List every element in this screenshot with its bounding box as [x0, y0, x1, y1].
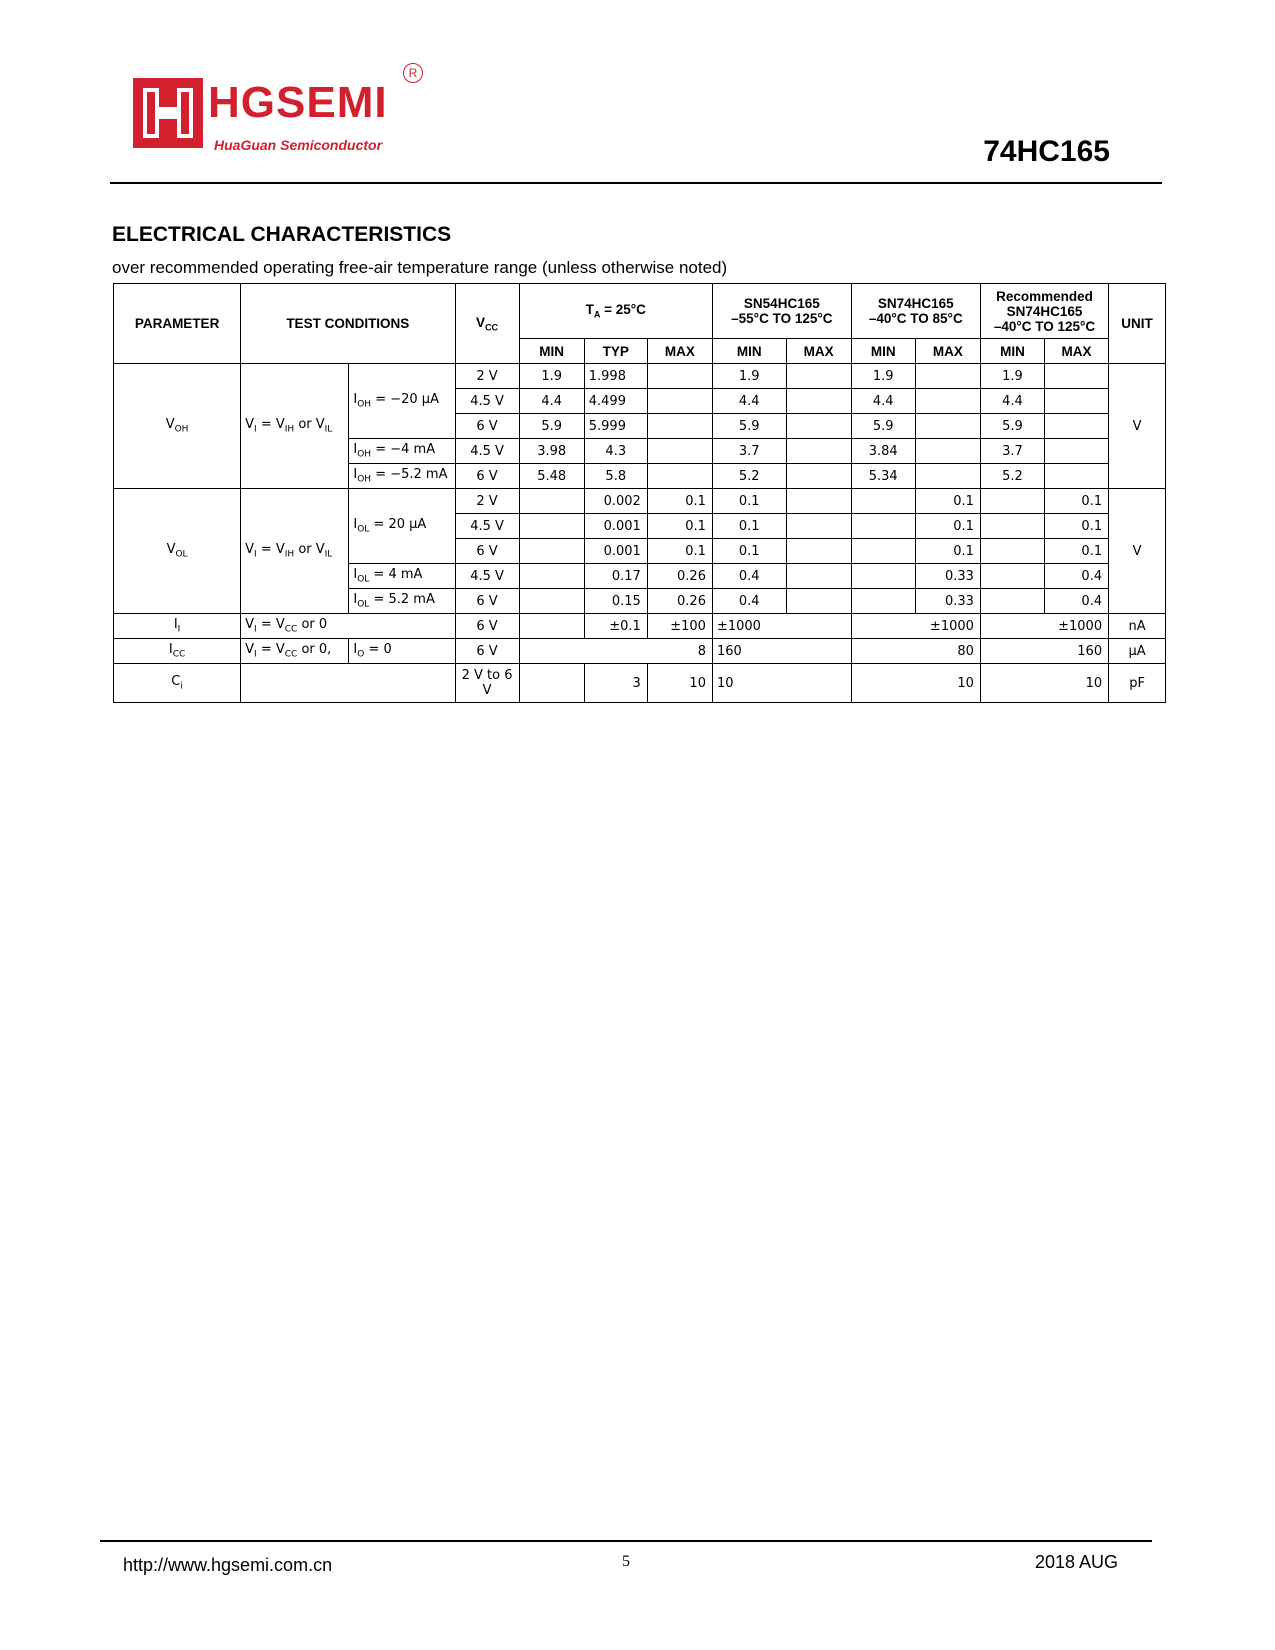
page-number: 5: [622, 1553, 630, 1570]
header-ta: $T_A = 25^\circ C$: [519, 284, 712, 339]
header-test-conditions: TEST CONDITIONS: [241, 284, 455, 364]
cell-min: [519, 614, 584, 639]
cell-rec-min: 1.9: [980, 364, 1044, 389]
header-sn74: SN74HC165 –40°C TO 85°C: [851, 284, 980, 339]
cell-sn54-min: 0.4: [712, 564, 786, 589]
cell-rec-max: 0.1: [1045, 514, 1109, 539]
cell-min: 5.9: [519, 414, 584, 439]
param-vol: $V_{OL}$: [114, 489, 241, 614]
header-unit: UNIT: [1109, 284, 1166, 364]
cell-vcc: 4.5 V: [455, 389, 519, 414]
cell-max: [647, 364, 712, 389]
cell-rec-min: 5.2: [980, 464, 1044, 489]
param-ci: $C_i$: [114, 664, 241, 703]
cell-sn74-max: [915, 414, 980, 439]
table-row: [114, 664, 1166, 703]
cell-rec-max: [1045, 464, 1109, 489]
cond-icc-io: $I_O = 0$: [349, 639, 455, 664]
cell-sn54: 10: [712, 664, 851, 703]
cell-min: 1.9: [519, 364, 584, 389]
cell-max: ±100: [647, 614, 712, 639]
cell-vcc: 6 V: [455, 639, 519, 664]
cell-sn54-max: [786, 464, 851, 489]
cell-sn74-max: 0.1: [915, 514, 980, 539]
table-row: [114, 364, 1166, 389]
cond-iol-20ua: $I_{OL} = 20$ μA: [349, 489, 455, 564]
cell-rec-min: [980, 489, 1044, 514]
electrical-characteristics-table: [113, 283, 1166, 703]
cell-vcc: 2 V to 6 V: [455, 664, 519, 703]
cell-vcc: 6 V: [455, 614, 519, 639]
cell-typ: 1.998: [584, 364, 647, 389]
cell-sn54-max: [786, 389, 851, 414]
cell-max: 8: [519, 639, 712, 664]
logo-subtitle: HuaGuan Semiconductor: [214, 137, 383, 153]
cell-min: [519, 489, 584, 514]
cell-vcc: 4.5 V: [455, 514, 519, 539]
param-ii: $I_I$: [114, 614, 241, 639]
cell-max: 0.1: [647, 514, 712, 539]
header-rec-min: MIN: [980, 339, 1044, 364]
cell-sn54-max: [786, 539, 851, 564]
cond-ioh-20ua: $I_{OH} = -20$ μA: [349, 364, 455, 439]
cell-sn54-min: 0.1: [712, 489, 786, 514]
cell-sn54-max: [786, 564, 851, 589]
unit-vol: V: [1109, 489, 1166, 614]
cell-sn54-min: 5.9: [712, 414, 786, 439]
table-row: [114, 639, 1166, 664]
cell-min: [519, 539, 584, 564]
cell-sn74-min: [851, 489, 915, 514]
cell-sn74: 80: [851, 639, 980, 664]
header-ta-min: MIN: [519, 339, 584, 364]
cell-sn74-min: [851, 539, 915, 564]
unit-ci: pF: [1109, 664, 1166, 703]
cell-sn74-max: [915, 439, 980, 464]
header-sn54-min: MIN: [712, 339, 786, 364]
cell-rec-max: [1045, 439, 1109, 464]
cell-max: [647, 439, 712, 464]
header-ta-max: MAX: [647, 339, 712, 364]
hgsemi-logo: [130, 63, 430, 158]
cell-min: [519, 589, 584, 614]
cell-typ: 0.001: [584, 514, 647, 539]
cond-ioh-4ma: $I_{OH} = -4$ mA: [349, 439, 455, 464]
cell-max: [647, 414, 712, 439]
cell-min: [519, 664, 584, 703]
cell-sn54-min: 3.7: [712, 439, 786, 464]
cell-rec-min: [980, 589, 1044, 614]
cell-typ: 5.8: [584, 464, 647, 489]
cell-sn74-max: [915, 464, 980, 489]
cell-rec-min: 4.4: [980, 389, 1044, 414]
cell-max: [647, 464, 712, 489]
section-title: ELECTRICAL CHARACTERISTICS: [112, 223, 452, 246]
header-vcc: $V_{CC}$: [455, 284, 519, 364]
cell-sn54-max: [786, 439, 851, 464]
cell-vcc: 6 V: [455, 464, 519, 489]
cell-sn54-min: 0.1: [712, 514, 786, 539]
cell-rec-max: 0.4: [1045, 589, 1109, 614]
cell-typ: ±0.1: [584, 614, 647, 639]
cell-rec-max: [1045, 389, 1109, 414]
cell-typ: 0.15: [584, 589, 647, 614]
cell-typ: 0.002: [584, 489, 647, 514]
cell-sn54: 160: [712, 639, 851, 664]
cond-voh: $V_I = V_{IH}$ or $V_{IL}$: [241, 364, 349, 489]
cell-rec-max: [1045, 364, 1109, 389]
logo-brand: HGSEMI: [208, 78, 388, 127]
cell-max: 10: [647, 664, 712, 703]
cell-max: [647, 389, 712, 414]
header-recommended: Recommended SN74HC165 –40°C TO 125°C: [980, 284, 1108, 339]
cell-typ: 4.3: [584, 439, 647, 464]
cell-typ: 0.17: [584, 564, 647, 589]
cell-rec-min: [980, 539, 1044, 564]
footer-url-link[interactable]: http://www.hgsemi.com.cn: [123, 1555, 333, 1575]
hgsemi-logo-mark-icon: [133, 78, 203, 148]
table-row: [114, 489, 1166, 514]
cond-icc-vi: $V_I = V_{CC}$ or 0,: [241, 639, 349, 664]
header-parameter: PARAMETER: [114, 284, 241, 364]
cond-vol: $V_I = V_{IH}$ or $V_{IL}$: [241, 489, 349, 614]
cond-ioh-5-2ma: $I_{OH} = -5.2$ mA: [349, 464, 455, 489]
param-icc: $I_{CC}$: [114, 639, 241, 664]
cell-rec-min: 5.9: [980, 414, 1044, 439]
cell-sn74-min: 3.84: [851, 439, 915, 464]
cell-rec: ±1000: [980, 614, 1108, 639]
cell-vcc: 6 V: [455, 589, 519, 614]
header-sn74-min: MIN: [851, 339, 915, 364]
cell-typ: 4.499: [584, 389, 647, 414]
table-header-row: [114, 284, 1166, 339]
cell-sn54-min: 4.4: [712, 389, 786, 414]
cell-vcc: 6 V: [455, 414, 519, 439]
header-sn54: SN54HC165 –55°C TO 125°C: [712, 284, 851, 339]
cell-sn74-max: 0.33: [915, 564, 980, 589]
cell-typ: 0.001: [584, 539, 647, 564]
param-voh: $V_{OH}$: [114, 364, 241, 489]
cell-rec-min: [980, 564, 1044, 589]
cell-typ: 5.999: [584, 414, 647, 439]
cell-max: 0.26: [647, 564, 712, 589]
cell-rec: 160: [980, 639, 1108, 664]
cell-sn74-max: 0.1: [915, 539, 980, 564]
cell-sn74-max: 0.33: [915, 589, 980, 614]
cell-vcc: 2 V: [455, 489, 519, 514]
header-sn54-max: MAX: [786, 339, 851, 364]
unit-ii: nA: [1109, 614, 1166, 639]
cell-typ: 3: [584, 664, 647, 703]
cell-sn74: ±1000: [851, 614, 980, 639]
section-subtitle: over recommended operating free-air temperature range (unless otherwise noted): [112, 258, 728, 277]
header-divider: [110, 182, 1162, 184]
cell-sn54-max: [786, 514, 851, 539]
cell-sn74-min: 5.9: [851, 414, 915, 439]
unit-voh: V: [1109, 364, 1166, 489]
cell-rec-max: 0.1: [1045, 489, 1109, 514]
cond-iol-5-2ma: $I_{OL} = 5.2$ mA: [349, 589, 455, 614]
cell-vcc: 4.5 V: [455, 439, 519, 464]
cell-sn74-max: [915, 389, 980, 414]
cell-sn74-min: 4.4: [851, 389, 915, 414]
header-sn74-max: MAX: [915, 339, 980, 364]
cell-sn74-max: 0.1: [915, 489, 980, 514]
cell-sn54-max: [786, 364, 851, 389]
cell-rec-max: 0.4: [1045, 564, 1109, 589]
registered-mark: R: [403, 63, 423, 83]
footer-date: 2018 AUG: [1035, 1552, 1119, 1572]
cell-min: 4.4: [519, 389, 584, 414]
cond-ci: [241, 664, 455, 703]
cell-max: 0.1: [647, 539, 712, 564]
cell-max: 0.1: [647, 489, 712, 514]
cell-sn54-max: [786, 589, 851, 614]
cell-rec: 10: [980, 664, 1108, 703]
cell-min: 3.98: [519, 439, 584, 464]
cell-sn54: ±1000: [712, 614, 851, 639]
cell-sn74: 10: [851, 664, 980, 703]
header-ta-typ: TYP: [584, 339, 647, 364]
cell-sn54-min: 1.9: [712, 364, 786, 389]
footer-divider: [100, 1540, 1152, 1542]
cell-rec-min: 3.7: [980, 439, 1044, 464]
cell-max: 0.26: [647, 589, 712, 614]
cell-rec-min: [980, 514, 1044, 539]
cell-sn54-max: [786, 489, 851, 514]
cell-rec-max: [1045, 414, 1109, 439]
cond-iol-4ma: $I_{OL} = 4$ mA: [349, 564, 455, 589]
cond-ii: $V_I = V_{CC}$ or 0: [241, 614, 455, 639]
cell-sn54-min: 5.2: [712, 464, 786, 489]
cell-sn74-min: [851, 589, 915, 614]
cell-min: [519, 514, 584, 539]
cell-sn74-max: [915, 364, 980, 389]
cell-sn74-min: [851, 514, 915, 539]
cell-sn74-min: [851, 564, 915, 589]
cell-min: 5.48: [519, 464, 584, 489]
cell-vcc: 2 V: [455, 364, 519, 389]
header-rec-max: MAX: [1045, 339, 1109, 364]
cell-sn74-min: 5.34: [851, 464, 915, 489]
unit-icc: μA: [1109, 639, 1166, 664]
part-number: 74HC165: [983, 135, 1110, 168]
cell-rec-max: 0.1: [1045, 539, 1109, 564]
cell-sn74-min: 1.9: [851, 364, 915, 389]
cell-vcc: 6 V: [455, 539, 519, 564]
cell-vcc: 4.5 V: [455, 564, 519, 589]
table-row: [114, 614, 1166, 639]
cell-sn54-min: 0.4: [712, 589, 786, 614]
cell-sn54-min: 0.1: [712, 539, 786, 564]
cell-min: [519, 564, 584, 589]
cell-sn54-max: [786, 414, 851, 439]
